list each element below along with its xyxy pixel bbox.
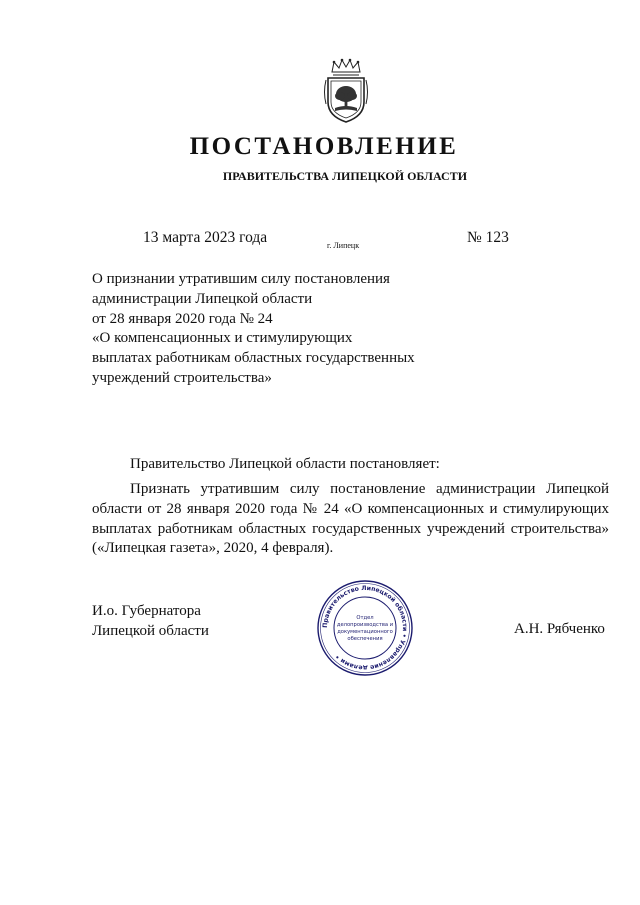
document-number: № 123 [467,229,509,246]
subject-line: от 28 января 2020 года № 24 [92,310,273,327]
svg-text:Правительство Липецкой области: Правительство Липецкой области • Управление делами • [321,584,409,672]
document-city: г. Липецк [327,241,360,250]
subject-line: учреждений строительства» [92,369,272,386]
document-type-title: ПОСТАНОВЛЕНИЕ [189,133,459,160]
subject-line: администрации Липецкой области [92,290,313,307]
signatory-title-line: Липецкой области [92,622,209,639]
issuer-title: ПРАВИТЕЛЬСТВА ЛИПЕЦКОЙ ОБЛАСТИ [222,169,468,183]
signatory-title [92,602,209,642]
signatory-name: А.Н. Рябченко [514,621,605,637]
resolution-intro: Правительство Липецкой области постановляет: [130,456,440,472]
svg-text:документационного: документационного [337,629,393,635]
resolution-paragraph: Признать утратившим силу постановление администрации Липецкой области от 28 января 2020 года № 24 «О компенсационных и стимулирующих выплатах работникам областных государственных учреждений строительства» («Липецкая газета», 2020, 4 февраля). [92,481,609,557]
document-subject [92,270,432,389]
subject-line: «О компенсационных и стимулирующих [92,330,353,347]
svg-text:обеспечения: обеспечения [347,636,383,642]
signatory-title-line: И.о. Губернатора [92,603,201,619]
document-date: 13 марта 2023 года [143,229,268,246]
subject-line: О признании утратившим силу постановления [92,271,390,287]
svg-text:Отдел: Отдел [356,615,374,621]
official-stamp-icon [315,578,415,678]
coat-of-arms-icon [322,58,370,124]
svg-text:делопроизводства и: делопроизводства и [336,622,394,628]
subject-line: выплатах работникам областных государственных [92,350,415,367]
